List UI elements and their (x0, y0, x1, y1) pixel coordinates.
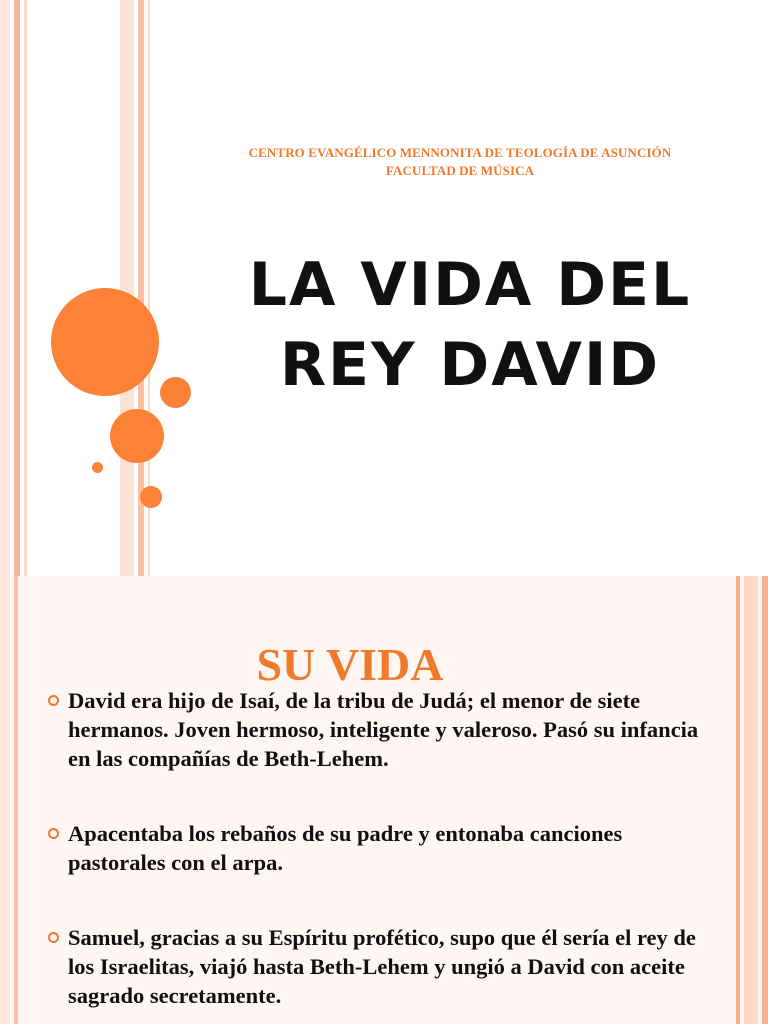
decorative-stripe (24, 0, 27, 576)
main-title-line1: LA VIDA DEL (248, 250, 692, 320)
bullet-circle-icon (48, 695, 59, 706)
bullet-list (48, 686, 718, 1010)
main-title-line2: REY DAVID (279, 330, 661, 400)
decorative-stripe (744, 576, 758, 1024)
bullet-text: Samuel, gracias a su Espíritu profético, supo que él sería el rey de los Israelitas, viajó hasta Beth-Lehem y ungió a David con aceite sagrado secretamente. (68, 925, 696, 1008)
content-slide (0, 576, 768, 1024)
large-circle-decoration (51, 288, 159, 396)
section-heading: SU VIDA (256, 639, 444, 690)
list-item (48, 819, 718, 877)
list-item (48, 923, 718, 1010)
decorative-stripe (762, 576, 768, 1024)
small-circle-decoration (140, 486, 162, 508)
decorative-stripe (14, 0, 20, 576)
institution-name: CENTRO EVANGÉLICO MENNONITA DE TEOLOGÍA DE ASUNCIÓN (248, 145, 672, 160)
decorative-stripe (0, 0, 10, 576)
decorative-stripe (120, 0, 134, 576)
bullet-circle-icon (48, 828, 59, 839)
bullet-text: Apacentaba los rebaños de su padre y entonaba canciones pastorales con el arpa. (68, 821, 623, 875)
list-item (48, 686, 718, 773)
faculty-name: FACULTAD DE MÚSICA (385, 163, 535, 178)
medium-circle-decoration (110, 409, 164, 463)
bullet-text: David era hijo de Isaí, de la tribu de Judá; el menor de siete hermanos. Joven hermoso, inteligente y valeroso. Pasó su infancia en las compañías de Beth-Lehem. (68, 688, 699, 771)
tiny-circle-decoration (92, 462, 103, 473)
bullet-circle-icon (48, 932, 59, 943)
decorative-stripe (736, 576, 740, 1024)
small-circle-decoration (160, 377, 191, 408)
